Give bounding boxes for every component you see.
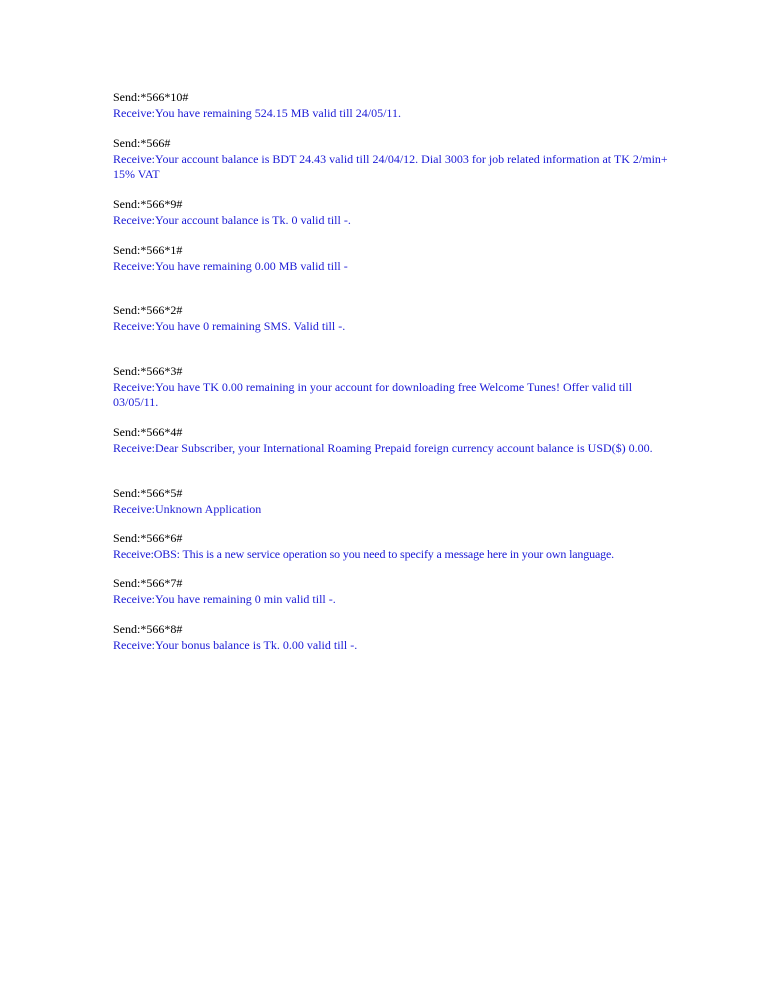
receive-line: Receive:Your account balance is Tk. 0 valid till -.	[113, 212, 351, 227]
ussd-entry	[113, 243, 673, 274]
receive-line: Receive:You have TK 0.00 remaining in your account for downloading free Welcome Tunes! Offer valid till 03/05/11.	[113, 379, 633, 409]
ussd-entry	[113, 576, 673, 607]
receive-line: Receive:Your bonus balance is Tk. 0.00 valid till -.	[113, 637, 358, 652]
send-line: Send:*566*1#	[113, 243, 183, 257]
ussd-entry	[113, 136, 673, 183]
ussd-entry	[113, 622, 673, 653]
send-line: Send:*566*3#	[113, 364, 183, 378]
ussd-entry	[113, 425, 673, 456]
send-line: Send:*566*4#	[113, 425, 183, 439]
receive-line: Receive:You have remaining 0 min valid till -.	[113, 591, 336, 606]
send-line: Send:*566*5#	[113, 486, 183, 500]
send-line: Send:*566*6#	[113, 531, 183, 545]
send-line: Send:*566*7#	[113, 576, 183, 590]
send-line: Send:*566*10#	[113, 90, 189, 104]
receive-line: Receive:Your account balance is BDT 24.43 valid till 24/04/12. Dial 3003 for job related information at TK 2/min+ 15% VAT	[113, 151, 668, 181]
receive-line: Receive:Dear Subscriber, your International Roaming Prepaid foreign currency account balance is USD($) 0.00.	[113, 440, 653, 455]
send-line: Send:*566#	[113, 136, 171, 150]
send-line: Send:*566*9#	[113, 197, 183, 211]
ussd-entry	[113, 364, 673, 411]
ussd-entry	[113, 303, 673, 334]
ussd-entry	[113, 486, 673, 517]
receive-line: Receive:Unknown Application	[113, 501, 262, 516]
receive-line: Receive:OBS: This is a new service operation so you need to specify a message here in your own language.	[113, 546, 615, 561]
send-line: Send:*566*8#	[113, 622, 183, 636]
receive-line: Receive:You have remaining 524.15 MB valid till 24/05/11.	[113, 105, 401, 120]
ussd-entry	[113, 531, 673, 562]
receive-line: Receive:You have 0 remaining SMS. Valid till -.	[113, 318, 346, 333]
ussd-entry	[113, 90, 673, 121]
send-line: Send:*566*2#	[113, 303, 183, 317]
receive-line: Receive:You have remaining 0.00 MB valid till -	[113, 258, 348, 273]
ussd-entry	[113, 197, 673, 228]
